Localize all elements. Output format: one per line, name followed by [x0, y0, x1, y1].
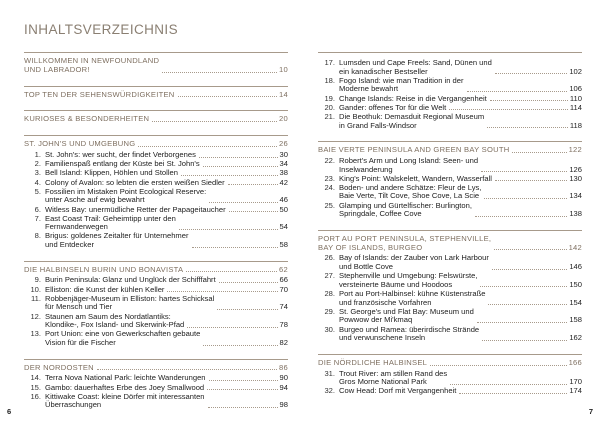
section-heading[interactable]: [24, 91, 288, 100]
entry-number: 9.: [34, 275, 41, 285]
dot-leader: [217, 309, 277, 310]
dot-leader: [450, 384, 567, 385]
dot-leader: [192, 247, 278, 248]
section-heading[interactable]: [318, 359, 582, 368]
entry-page-number: 74: [279, 302, 288, 312]
dot-leader: [209, 202, 277, 203]
toc-section: [318, 141, 582, 219]
entry-page-number: 154: [569, 297, 582, 307]
entry-number: 20.: [324, 102, 335, 112]
page-number-right: 7: [588, 407, 593, 416]
entry-title: Fossilien im Mistaken Point Ecological Reserve: unter Asche auf ewig bewahrt: [45, 186, 207, 205]
entry-number: 19.: [324, 93, 335, 103]
entry-title: Staunen am Saum des Nordatlantiks: Klondike-, Fox Island- und Skerwink-Pfad: [45, 311, 185, 330]
entry-body: [45, 206, 288, 215]
toc-entry[interactable]: [318, 254, 582, 271]
entry-body: [45, 169, 288, 178]
toc-entry[interactable]: [24, 313, 288, 330]
entry-title: Fogo Island: wie man Tradition in der Moderne bewahrt: [339, 75, 464, 94]
entry-number: 2.: [34, 159, 41, 169]
entry-body: [45, 384, 288, 393]
entry-title: Change Islands: Reise in die Vergangenheit: [339, 93, 487, 103]
entry-list: [318, 254, 582, 342]
entry-page-number: 126: [569, 164, 582, 174]
entry-number: 10.: [30, 284, 41, 294]
page-title: INHALTSVERZEICHNIS: [24, 22, 178, 37]
page-number-left: 6: [7, 407, 12, 416]
toc-entry[interactable]: [24, 330, 288, 347]
dot-leader: [490, 100, 568, 101]
entry-page-number: 78: [279, 320, 288, 330]
entry-page-number: 170: [569, 377, 582, 387]
toc-section: [24, 52, 288, 75]
toc-entry[interactable]: [24, 169, 288, 178]
section-heading[interactable]: [24, 266, 288, 275]
dot-leader: [477, 322, 567, 323]
toc-entry[interactable]: [318, 370, 582, 387]
dot-leader: [494, 249, 566, 250]
dot-leader: [181, 175, 278, 176]
entry-title: Robert's Arm und Long Island: Seen- und Inselwanderung: [339, 155, 479, 174]
entry-number: 28.: [324, 289, 335, 299]
entry-number: 6.: [34, 204, 41, 214]
toc-entry[interactable]: [24, 215, 288, 232]
entry-title: St. John's: wer sucht, der findet Verborgenes: [45, 149, 196, 159]
toc-section: [24, 110, 288, 124]
section-page-number: 166: [568, 357, 582, 367]
section-title: TOP TEN DER SEHENSWÜRDIGKEITEN: [24, 89, 175, 99]
entry-title: Bell Island: Klippen, Höhlen und Stollen: [45, 168, 178, 178]
entry-number: 3.: [34, 168, 41, 178]
entry-body: [339, 157, 582, 174]
section-title: ST. JOHN'S UND UMGEBUNG: [24, 139, 136, 149]
entry-body: [339, 387, 582, 396]
toc-entry[interactable]: [24, 276, 288, 285]
entry-number: 15.: [30, 382, 41, 392]
dot-leader: [208, 407, 278, 408]
dot-leader: [495, 180, 567, 181]
entry-title: St. George's und Flat Bay: Museum und Powwow der Mi'kmaq: [339, 306, 474, 325]
entry-list: [24, 276, 288, 347]
entry-number: 5.: [34, 186, 41, 196]
toc-entry[interactable]: [24, 206, 288, 215]
entry-body: [45, 330, 288, 347]
entry-page-number: 146: [569, 262, 582, 272]
entry-number: 14.: [30, 373, 41, 383]
entry-body: [339, 77, 582, 94]
entry-page-number: 98: [279, 400, 288, 410]
entry-page-number: 158: [569, 315, 582, 325]
entry-page-number: 174: [569, 386, 582, 396]
entry-body: [45, 295, 288, 312]
toc-entry[interactable]: [24, 188, 288, 205]
dot-leader: [475, 216, 567, 217]
entry-title: Stephenville und Umgebung: Felswürste, versteinerte Bäume und Hoodoos: [339, 271, 478, 289]
entry-title: Brigus: goldenes Zeitalter für Unternehmer und Entdecker: [45, 231, 189, 250]
dot-leader: [219, 282, 278, 283]
entry-number: 32.: [324, 386, 335, 396]
section-title: DIE HALBINSELN BURIN UND BONAVISTA: [24, 264, 184, 274]
toc-entry[interactable]: [318, 272, 582, 289]
toc-column-left: [24, 52, 288, 421]
entry-number: 24.: [324, 182, 335, 192]
entry-number: 27.: [324, 271, 335, 281]
toc-entry[interactable]: [318, 326, 582, 343]
entry-page-number: 42: [279, 177, 288, 187]
toc-entry[interactable]: [24, 384, 288, 393]
entry-number: 1.: [34, 149, 41, 159]
entry-title: Glamping und Gürtelfischer: Burlington, Springdale, Coffee Cove: [339, 200, 472, 219]
toc-entry[interactable]: [24, 286, 288, 295]
entry-body: [339, 326, 582, 343]
entry-body: [339, 59, 582, 76]
section-title: DIE NÖRDLICHE HALBINSEL: [318, 357, 428, 367]
entry-number: 11.: [31, 293, 41, 303]
entry-body: [339, 202, 582, 219]
dot-leader: [488, 304, 567, 305]
entry-number: 18.: [324, 75, 335, 85]
dot-leader: [480, 286, 567, 287]
section-page-number: 26: [279, 139, 288, 149]
entry-page-number: 134: [569, 191, 582, 201]
toc-entry[interactable]: [24, 393, 288, 410]
entry-number: 30.: [324, 324, 335, 334]
entry-title: Boden- und andere Schätze: Fleur de Lys, Baie Verte, Tilt Cove, Shoe Cove, La Scie: [339, 182, 482, 201]
entry-title: Bay of Islands: der Zauber von Lark Harbour und Bottle Cove: [339, 253, 489, 272]
dot-leader: [138, 146, 277, 147]
entry-number: 21.: [324, 111, 335, 121]
entry-body: [45, 313, 288, 330]
entry-number: 13.: [30, 329, 41, 339]
dot-leader: [97, 369, 277, 370]
toc-section: [318, 354, 582, 396]
entry-title: Familienspaß entlang der Küste bei St. John's: [45, 159, 200, 169]
dot-leader: [203, 166, 278, 167]
toc-section: [24, 359, 288, 410]
section-heading[interactable]: [24, 57, 288, 75]
entry-title: Terra Nova National Park: leichte Wanderungen: [45, 373, 206, 383]
entry-number: 26.: [324, 253, 335, 263]
dot-leader: [495, 73, 568, 74]
section-page-number: 14: [279, 89, 288, 99]
entry-title: East Coast Trail: Geheimtipp unter den Fernwanderwegen: [45, 213, 176, 232]
entry-body: [339, 272, 582, 289]
entry-number: 16.: [30, 391, 41, 401]
entry-page-number: 34: [279, 159, 288, 169]
entry-number: 12.: [30, 311, 41, 321]
entry-page-number: 50: [279, 204, 288, 214]
entry-title: Port au Port-Halbinsel: kühne Küstenstraße und französische Vorfahren: [339, 289, 486, 307]
toc-entry[interactable]: [318, 59, 582, 76]
section-title: PORT AU PORT PENINSULA, STEPHENVILLE, BAY OF ISLANDS, BURGEO: [318, 233, 492, 252]
section-page-number: 142: [568, 242, 582, 252]
entry-number: 22.: [324, 155, 335, 165]
section-heading[interactable]: [24, 115, 288, 124]
toc-entry[interactable]: [318, 290, 582, 307]
dot-leader: [459, 393, 567, 394]
entry-page-number: 30: [279, 149, 288, 159]
entry-body: [45, 188, 288, 205]
entry-title: Trout River: am stillen Rand des Gros Morne National Park: [339, 368, 448, 387]
toc-entry[interactable]: [318, 308, 582, 325]
toc-entry[interactable]: [318, 113, 582, 130]
dot-leader: [430, 365, 566, 366]
toc-section: [318, 230, 582, 343]
entry-number: 25.: [324, 200, 335, 210]
entry-number: 17.: [324, 58, 335, 67]
entry-page-number: 70: [279, 284, 288, 294]
toc-entry[interactable]: [318, 184, 582, 201]
entry-list: [24, 151, 288, 250]
entry-page-number: 90: [279, 373, 288, 383]
entry-page-number: 130: [569, 173, 582, 183]
dot-leader: [152, 121, 277, 122]
section-page-number: 86: [279, 362, 288, 372]
entry-number: 31.: [324, 368, 335, 378]
entry-page-number: 94: [279, 382, 288, 392]
toc-entry[interactable]: [24, 374, 288, 383]
dot-leader: [467, 91, 568, 92]
entry-title: Witless Bay: unermüdliche Retter der Papageitaucher: [45, 204, 226, 214]
entry-title: Port Union: eine von Gewerkschaften gebaute Vision für die Fischer: [45, 329, 201, 347]
dot-leader: [199, 157, 278, 158]
section-title: KURIOSES & BESONDERHEITEN: [24, 114, 150, 124]
section-page-number: 10: [279, 64, 288, 74]
toc-entry[interactable]: [318, 95, 582, 104]
toc-entry[interactable]: [24, 232, 288, 249]
toc-section: [24, 261, 288, 348]
entry-body: [45, 393, 288, 410]
dot-leader: [186, 271, 277, 272]
entry-number: 29.: [324, 306, 335, 316]
toc-column-right: [318, 52, 582, 407]
dot-leader: [481, 171, 567, 172]
entry-list: [318, 157, 582, 219]
entry-title: Elliston: die Kunst der kühlen Keller: [45, 284, 165, 294]
entry-number: 23.: [324, 173, 335, 183]
dot-leader: [203, 345, 277, 346]
entry-body: [45, 215, 288, 232]
toc-entry[interactable]: [24, 179, 288, 188]
toc-entry[interactable]: [24, 295, 288, 312]
dot-leader: [228, 184, 278, 185]
toc-entry[interactable]: [318, 202, 582, 219]
section-heading[interactable]: [24, 364, 288, 373]
entry-body: [339, 308, 582, 325]
section-page-number: 62: [279, 264, 288, 274]
toc-entry[interactable]: [318, 387, 582, 396]
dot-leader: [207, 389, 277, 390]
toc-entry[interactable]: [318, 175, 582, 184]
toc-entry[interactable]: [318, 157, 582, 174]
entry-page-number: 150: [569, 279, 582, 289]
entry-page-number: 54: [279, 222, 288, 232]
entry-number: 4.: [34, 177, 41, 187]
section-title: WILLKOMMEN IN NEWFOUNDLAND UND LABRADOR!: [24, 56, 160, 74]
entry-body: [45, 374, 288, 383]
section-page-number: 122: [568, 145, 582, 155]
entry-body: [45, 232, 288, 249]
entry-body: [339, 113, 582, 130]
dot-leader: [487, 127, 568, 128]
entry-body: [339, 175, 582, 184]
entry-body: [339, 184, 582, 201]
entry-title: Robbenjäger-Museum in Elliston: hartes Schicksal für Mensch und Tier: [45, 293, 215, 312]
toc-section: [24, 135, 288, 249]
toc-section: [318, 52, 582, 130]
entry-body: [45, 286, 288, 295]
dot-leader: [209, 380, 278, 381]
entry-body: [339, 370, 582, 387]
section-title: DER NORDOSTEN: [24, 362, 94, 372]
section-page-number: 20: [279, 114, 288, 124]
dot-leader: [187, 327, 277, 328]
entry-page-number: 102: [569, 66, 582, 76]
entry-page-number: 114: [569, 102, 582, 112]
dot-leader: [229, 211, 278, 212]
entry-body: [45, 276, 288, 285]
entry-page-number: 110: [569, 93, 582, 103]
entry-title: Kittiwake Coast: kleine Dörfer mit interessanten Überraschungen: [45, 391, 205, 410]
entry-number: 7.: [34, 213, 41, 223]
entry-title: Burgeo und Ramea: überirdische Strände und verwunschene Inseln: [339, 324, 480, 343]
dot-leader: [512, 152, 566, 153]
section-heading[interactable]: [318, 146, 582, 155]
entry-page-number: 46: [279, 195, 288, 205]
entry-list: [24, 374, 288, 410]
toc-entry[interactable]: [318, 77, 582, 94]
section-heading[interactable]: [24, 140, 288, 149]
entry-title: Colony of Avalon: so lebten die ersten weißen Siedler: [45, 177, 225, 187]
dot-leader: [484, 198, 567, 199]
entry-page-number: 106: [569, 84, 582, 94]
entry-page-number: 138: [569, 209, 582, 219]
dot-leader: [492, 269, 567, 270]
dot-leader: [178, 96, 278, 97]
dot-leader: [482, 340, 567, 341]
entry-title: Lumsden und Cape Freels: Sand, Dünen und ein kanadischer Bestseller: [339, 58, 492, 76]
dot-leader: [162, 72, 277, 73]
entry-page-number: 58: [279, 240, 288, 250]
entry-page-number: 162: [569, 333, 582, 343]
entry-page-number: 118: [569, 120, 582, 130]
section-title: BAIE VERTE PENINSULA AND GREEN BAY SOUTH: [318, 145, 510, 155]
entry-body: [339, 95, 582, 104]
entry-number: 8.: [34, 231, 41, 241]
entry-page-number: 66: [279, 275, 288, 285]
entry-list: [318, 59, 582, 130]
entry-body: [45, 179, 288, 188]
dot-leader: [449, 109, 568, 110]
entry-body: [339, 290, 582, 307]
entry-title: Gambo: dauerhaftes Erbe des Joey Smallwood: [45, 382, 205, 392]
entry-title: Burin Peninsula: Glanz und Unglück der Schifffahrt: [45, 275, 216, 285]
entry-title: Gander: offenes Tor für die Welt: [339, 102, 447, 112]
entry-body: [339, 254, 582, 271]
entry-page-number: 82: [279, 338, 288, 347]
entry-title: King's Point: Walskelett, Wandern, Wasserfall: [339, 173, 492, 183]
toc-section: [24, 86, 288, 100]
entry-list: [318, 370, 582, 396]
entry-title: Die Beothuk: Demasduit Regional Museum in Grand Falls-Windsor: [339, 111, 485, 130]
entry-title: Cow Head: Dorf mit Vergangenheit: [339, 386, 457, 396]
entry-page-number: 38: [279, 168, 288, 178]
section-heading[interactable]: [318, 235, 582, 253]
dot-leader: [179, 229, 278, 230]
dot-leader: [167, 291, 277, 292]
